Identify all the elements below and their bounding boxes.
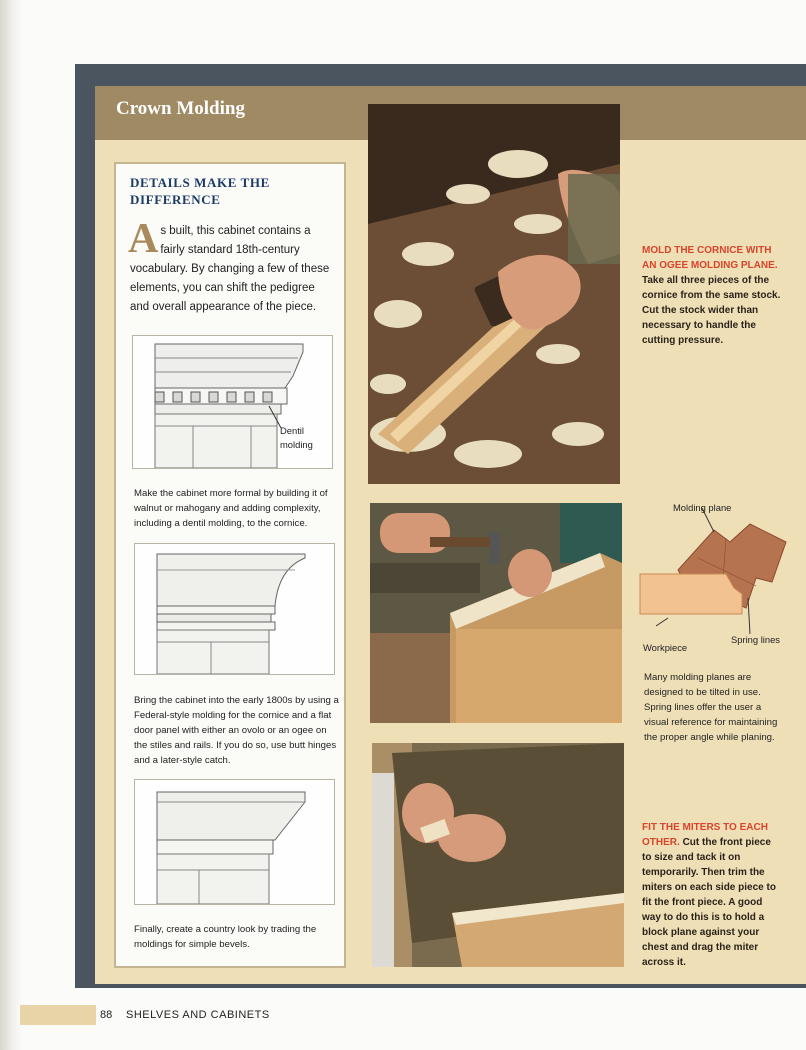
- illustration-federal-cornice: [134, 543, 335, 675]
- photo-tacking-front: [370, 503, 622, 723]
- caption-dentil: Make the cabinet more formal by building it of walnut or mahogany and adding complexity, including a dentil molding, to the cornice.: [134, 488, 328, 529]
- step-fit-miters-lead: FIT THE MITERS TO EACH OTHER.: [642, 822, 768, 848]
- sidebar-heading: DETAILS MAKE THE DIFFERENCE: [130, 175, 270, 207]
- diagram-caption: Many molding planes are designed to be tilted in use. Spring lines offer the user a visual reference for maintaining the proper angle while planing.: [644, 672, 778, 743]
- section-name: SHELVES AND CABINETS: [126, 1009, 270, 1021]
- caption-country: Finally, create a country look by trading the moldings for simple bevels.: [134, 924, 317, 950]
- sidebar-intro: [128, 216, 335, 317]
- dentil-molding-label: Dentil molding: [280, 425, 313, 450]
- illustration-country-bevel: [134, 779, 335, 905]
- label-spring-lines: Spring lines: [731, 634, 780, 645]
- step-mold-cornice: [642, 243, 782, 348]
- step-fit-miters-body: Cut the front piece to size and tack it on temporarily. Then trim the miters on each side piece to fit the front piece. A good way to do this is to hold a block plane against your chest and drag the miter across it.: [642, 837, 776, 968]
- sidebar-intro-text: s built, this cabinet contains a fairly standard 18th-century vocabulary. By changing a few of these elements, you can shift the pedigree and overall appearance of the piece.: [130, 225, 330, 313]
- photo-planing-cornice: [368, 104, 620, 484]
- page-title: Crown Molding: [116, 98, 245, 119]
- footer-accent-bar: [20, 1005, 96, 1025]
- page-number: 88: [100, 1009, 113, 1021]
- step-mold-cornice-body: Take all three pieces of the cornice from the same stock. Cut the stock wider than necessary to handle the cutting pressure.: [642, 275, 781, 346]
- molding-plane-diagram: [638, 498, 794, 656]
- federal-cornice-drawing: [135, 544, 334, 674]
- step-mold-cornice-lead: MOLD THE CORNICE WITH AN OGEE MOLDING PLANE.: [642, 245, 778, 271]
- illustration-dentil-cornice: [132, 335, 333, 469]
- bevel-cornice-drawing: [135, 780, 334, 904]
- label-workpiece: Workpiece: [643, 642, 688, 653]
- drop-cap: A: [128, 216, 159, 262]
- caption-federal: Bring the cabinet into the early 1800s by using a Federal-style molding for the cornice and a flat door panel with either an ovolo or an ogee on the stiles and rails. If you do so, use butt hinges and a later-style catch.: [134, 695, 339, 766]
- photo-fitting-miters: [372, 743, 624, 967]
- page-spine-shadow: [0, 0, 22, 1050]
- step-fit-miters: [642, 820, 782, 970]
- label-molding-plane: Molding plane: [673, 502, 732, 513]
